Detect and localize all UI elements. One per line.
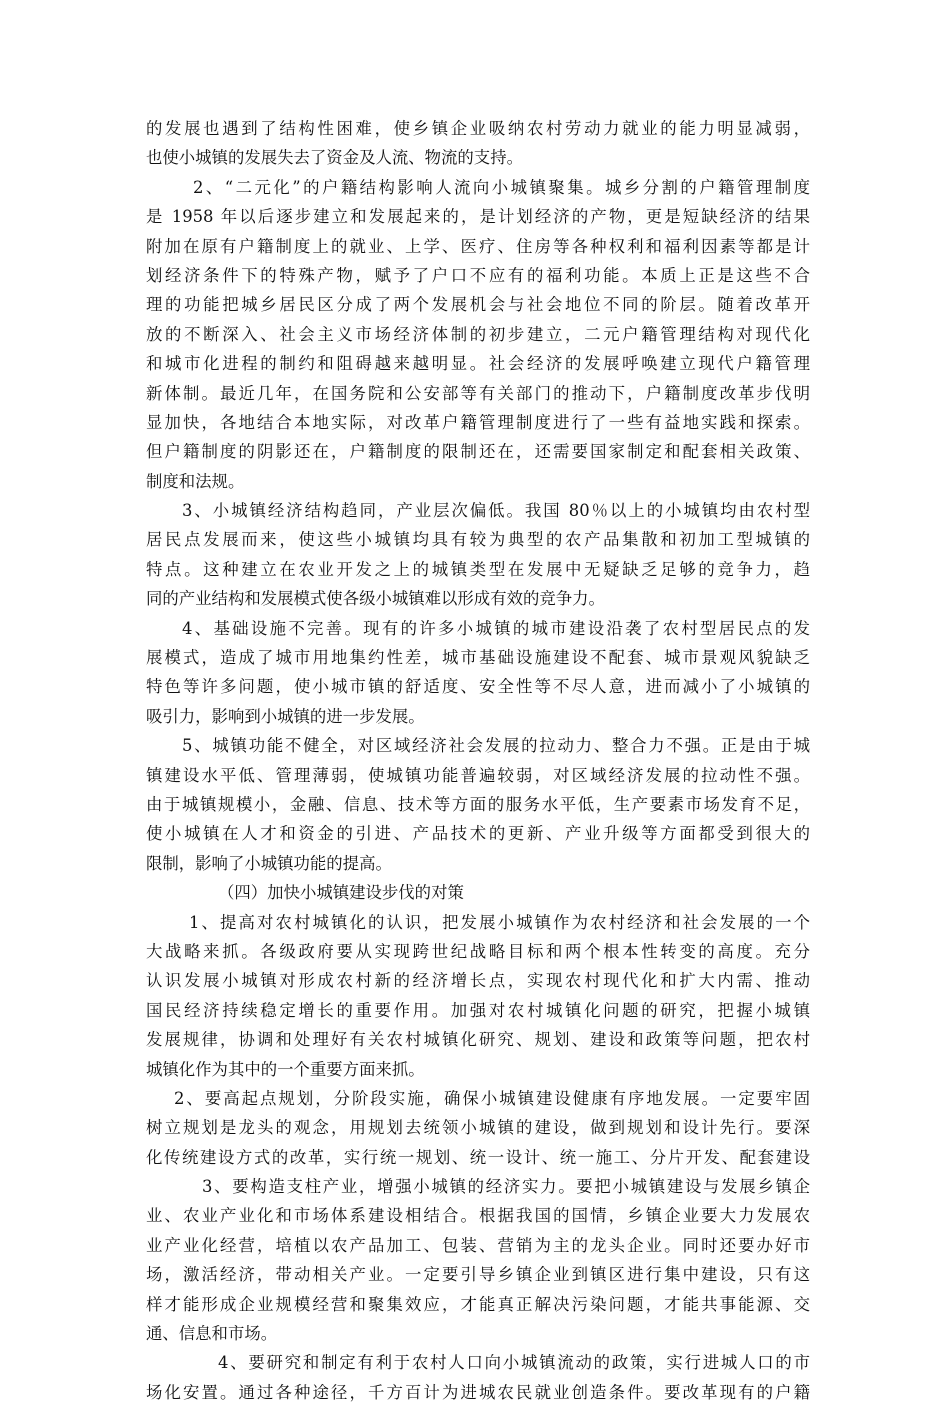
text-line: 业产业化经营，培植以农产品加工、包装、营销为主的龙头企业。同时还要办好市 — [146, 1235, 810, 1255]
text-line: 展模式，造成了城市用地集约性差，城市基础设施建设不配套、城市景观风貌缺乏 — [146, 648, 810, 668]
text-line: 制度和法规。 — [146, 471, 245, 491]
text-line: 通、信息和市场。 — [146, 1324, 278, 1344]
text-line: 但户籍制度的阴影还在，户籍制度的限制还在，还需要国家制定和配套相关政策、 — [146, 442, 810, 462]
text-line: 使小城镇在人才和资金的引进、产品技术的更新、产业升级等方面都受到很大的 — [146, 824, 810, 844]
text-line: 大战略来抓。各级政府要从实现跨世纪战略目标和两个根本性转变的高度。充分 — [146, 941, 810, 961]
text-line: 新体制。最近几年，在国务院和公安部等有关部门的推动下，户籍制度改革步伐明 — [146, 383, 810, 403]
text-line: 4、基础设施不完善。现有的许多小城镇的城市建设沿袭了农村型居民点的发 — [182, 618, 810, 638]
text-line: 特色等许多问题，使小城市镇的舒适度、安全性等不尽人意，进而减小了小城镇的 — [146, 677, 810, 697]
text-line: 2、要高起点规划，分阶段实施，确保小城镇建设健康有序地发展。一定要牢固 — [174, 1088, 810, 1108]
text-line: 1、提高对农村城镇化的认识，把发展小城镇作为农村经济和社会发展的一个 — [189, 912, 810, 932]
text-line: 附加在原有户籍制度上的就业、上学、医疗、住房等各种权利和福利因素等都是计 — [146, 236, 810, 256]
text-line: 理的功能把城乡居民区分成了两个发展机会与社会地位不同的阶层。随着改革开 — [146, 295, 810, 315]
text-line: 5、城镇功能不健全，对区域经济社会发展的拉动力、整合力不强。正是由于城 — [182, 736, 810, 756]
text-line: 居民点发展而来，使这些小城镇均具有较为典型的农产品集散和初加工型城镇的 — [146, 530, 810, 550]
text-line: 树立规划是龙头的观念，用规划去统领小城镇的建设，做到规划和设计先行。要深 — [146, 1118, 810, 1138]
text-line: 的发展也遇到了结构性困难，使乡镇企业吸纳农村劳动力就业的能力明显减弱， — [146, 119, 810, 138]
text-line: 认识发展小城镇对形成农村新的经济增长点，实现农村现代化和扩大内需、推动 — [146, 971, 810, 991]
text-line: 3、小城镇经济结构趋同，产业层次偏低。我国 80％以上的小城镇均由农村型 — [182, 501, 810, 521]
text-line: 划经济条件下的特殊产物，赋予了户口不应有的福利功能。本质上正是这些不合 — [146, 265, 810, 285]
text-line: 是 1958 年以后逐步建立和发展起来的，是计划经济的产物，更是短缺经济的结果 — [146, 207, 810, 227]
text-line: 场，激活经济，带动相关产业。一定要引导乡镇企业到镇区进行集中建设，只有这 — [146, 1265, 810, 1285]
text-line: 同的产业结构和发展模式使各级小城镇难以形成有效的竞争力。 — [146, 589, 605, 609]
text-line: 发展规律，协调和处理好有关农村城镇化研究、规划、建设和政策等问题，把农村 — [146, 1030, 810, 1050]
section-heading: （四）加快小城镇建设步伐的对策 — [218, 883, 464, 903]
text-line: 放的不断深入、社会主义市场经济体制的初步建立，二元户籍管理结构对现代化 — [146, 324, 810, 344]
text-line: 显加快，各地结合本地实际，对改革户籍管理制度进行了一些有益地实践和探索。 — [146, 412, 810, 432]
text-line: 化传统建设方式的改革，实行统一规划、统一设计、统一施工、分片开发、配套建设 — [146, 1147, 810, 1167]
text-line: 国民经济持续稳定增长的重要作用。加强对农村城镇化问题的研究，把握小城镇 — [146, 1000, 810, 1020]
text-line: 样才能形成企业规模经营和聚集效应，才能真正解决污染问题，才能共事能源、交 — [146, 1294, 810, 1314]
text-line: 4、要研究和制定有利于农村人口向小城镇流动的政策，实行进城人口的市 — [218, 1353, 810, 1373]
text-line: 镇建设水平低、管理薄弱，使城镇功能普遍较弱，对区域经济发展的拉动性不强。 — [146, 765, 810, 785]
text-line: 特点。这种建立在农业开发之上的城镇类型在发展中无疑缺乏足够的竞争力，趋 — [146, 559, 810, 579]
text-line: 和城市化进程的制约和阻碍越来越明显。社会经济的发展呼唤建立现代户籍管理 — [146, 354, 810, 374]
text-line: 也使小城镇的发展失去了资金及人流、物流的支持。 — [146, 148, 523, 168]
document-page — [146, 114, 810, 1407]
text-line: 业、农业产业化和市场体系建设相结合。根据我国的国情，乡镇企业要大力发展农 — [146, 1206, 810, 1226]
text-line: 城镇化作为其中的一个重要方面来抓。 — [146, 1059, 425, 1079]
text-line: 场化安置。通过各种途径，千方百计为进城农民就业创造条件。要改革现有的户籍 — [146, 1382, 810, 1402]
text-line: 吸引力，影响到小城镇的进一步发展。 — [146, 706, 425, 726]
text-line: 由于城镇规模小，金融、信息、技术等方面的服务水平低，生产要素市场发育不足， — [146, 794, 810, 814]
text-line: 限制，影响了小城镇功能的提高。 — [146, 853, 392, 873]
text-line: 2、“二元化”的户籍结构影响人流向小城镇聚集。城乡分割的户籍管理制度 — [193, 177, 810, 197]
text-line: 3、要构造支柱产业，增强小城镇的经济实力。要把小城镇建设与发展乡镇企 — [202, 1177, 810, 1197]
